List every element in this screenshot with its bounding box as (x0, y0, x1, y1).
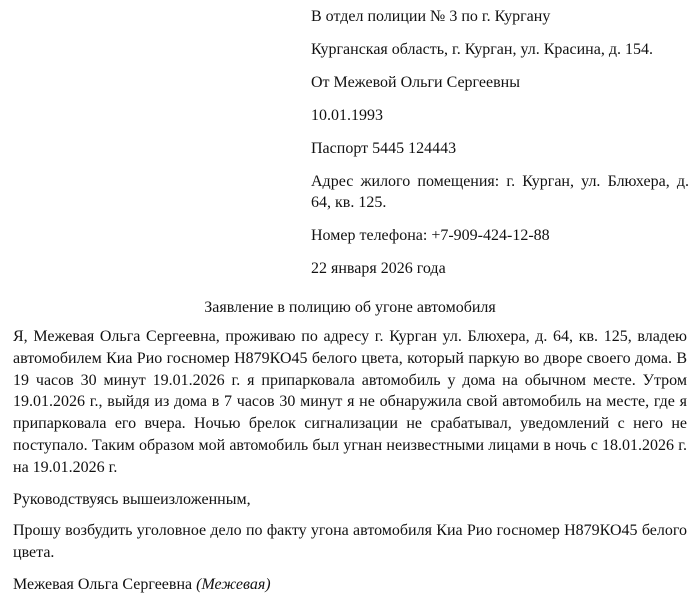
recipient: В отдел полиции № 3 по г. Кургану (311, 8, 551, 25)
guided-paragraph: Руководствуясь вышеизложенным, (13, 490, 251, 508)
signature-line (13, 574, 687, 596)
document-date: 22 января 2026 года (311, 260, 446, 277)
phone-number: Номер телефона: +7-909-424-12-88 (311, 227, 550, 244)
recipient-address: Курганская область, г. Курган, ул. Красина, д. 154. (311, 41, 653, 58)
document-body (13, 326, 687, 596)
signature-name: Межевая Ольга Сергеевна (13, 575, 193, 593)
document-title: Заявление в полицию об угоне автомобиля (204, 299, 496, 316)
sender-name: От Межевой Ольги Сергеевны (311, 74, 520, 91)
birth-date: 10.01.1993 (311, 107, 383, 124)
main-paragraph: Я, Межевая Ольга Сергеевна, проживаю по адресу г. Курган ул. Блюхера, д. 64, кв. 125, владею автомобилем Киа Рио госномер Н879КО45 белого цвета, который паркую во дворе своего дома. В 19 часов 30 минут 19.01.2026 г. я припарковала автомобиль у дома на обычном месте. Утром 19.01.2026 г., выйдя из дома в 7 часов 30 минут я не обнаружила свой автомобиль на месте, где я припарковала его вчера. Ночью брелок сигнализации не срабатывал, уведомлений с него не поступало. Таким образом мой автомобиль был угнан неизвестными лицами в ночь с 18.01.2026 г. на 19.01.2026 г. (13, 328, 687, 476)
residence-address: Адрес жилого помещения: г. Курган, ул. Блюхера, д. 64, кв. 125. (311, 173, 689, 211)
document-header (311, 6, 689, 291)
request-paragraph: Прошу возбудить уголовное дело по факту угона автомобиля Киа Рио госномер Н879КО45 белого цвета. (13, 522, 687, 562)
signature: (Межевая) (196, 575, 271, 593)
passport: Паспорт 5445 124443 (311, 140, 457, 157)
